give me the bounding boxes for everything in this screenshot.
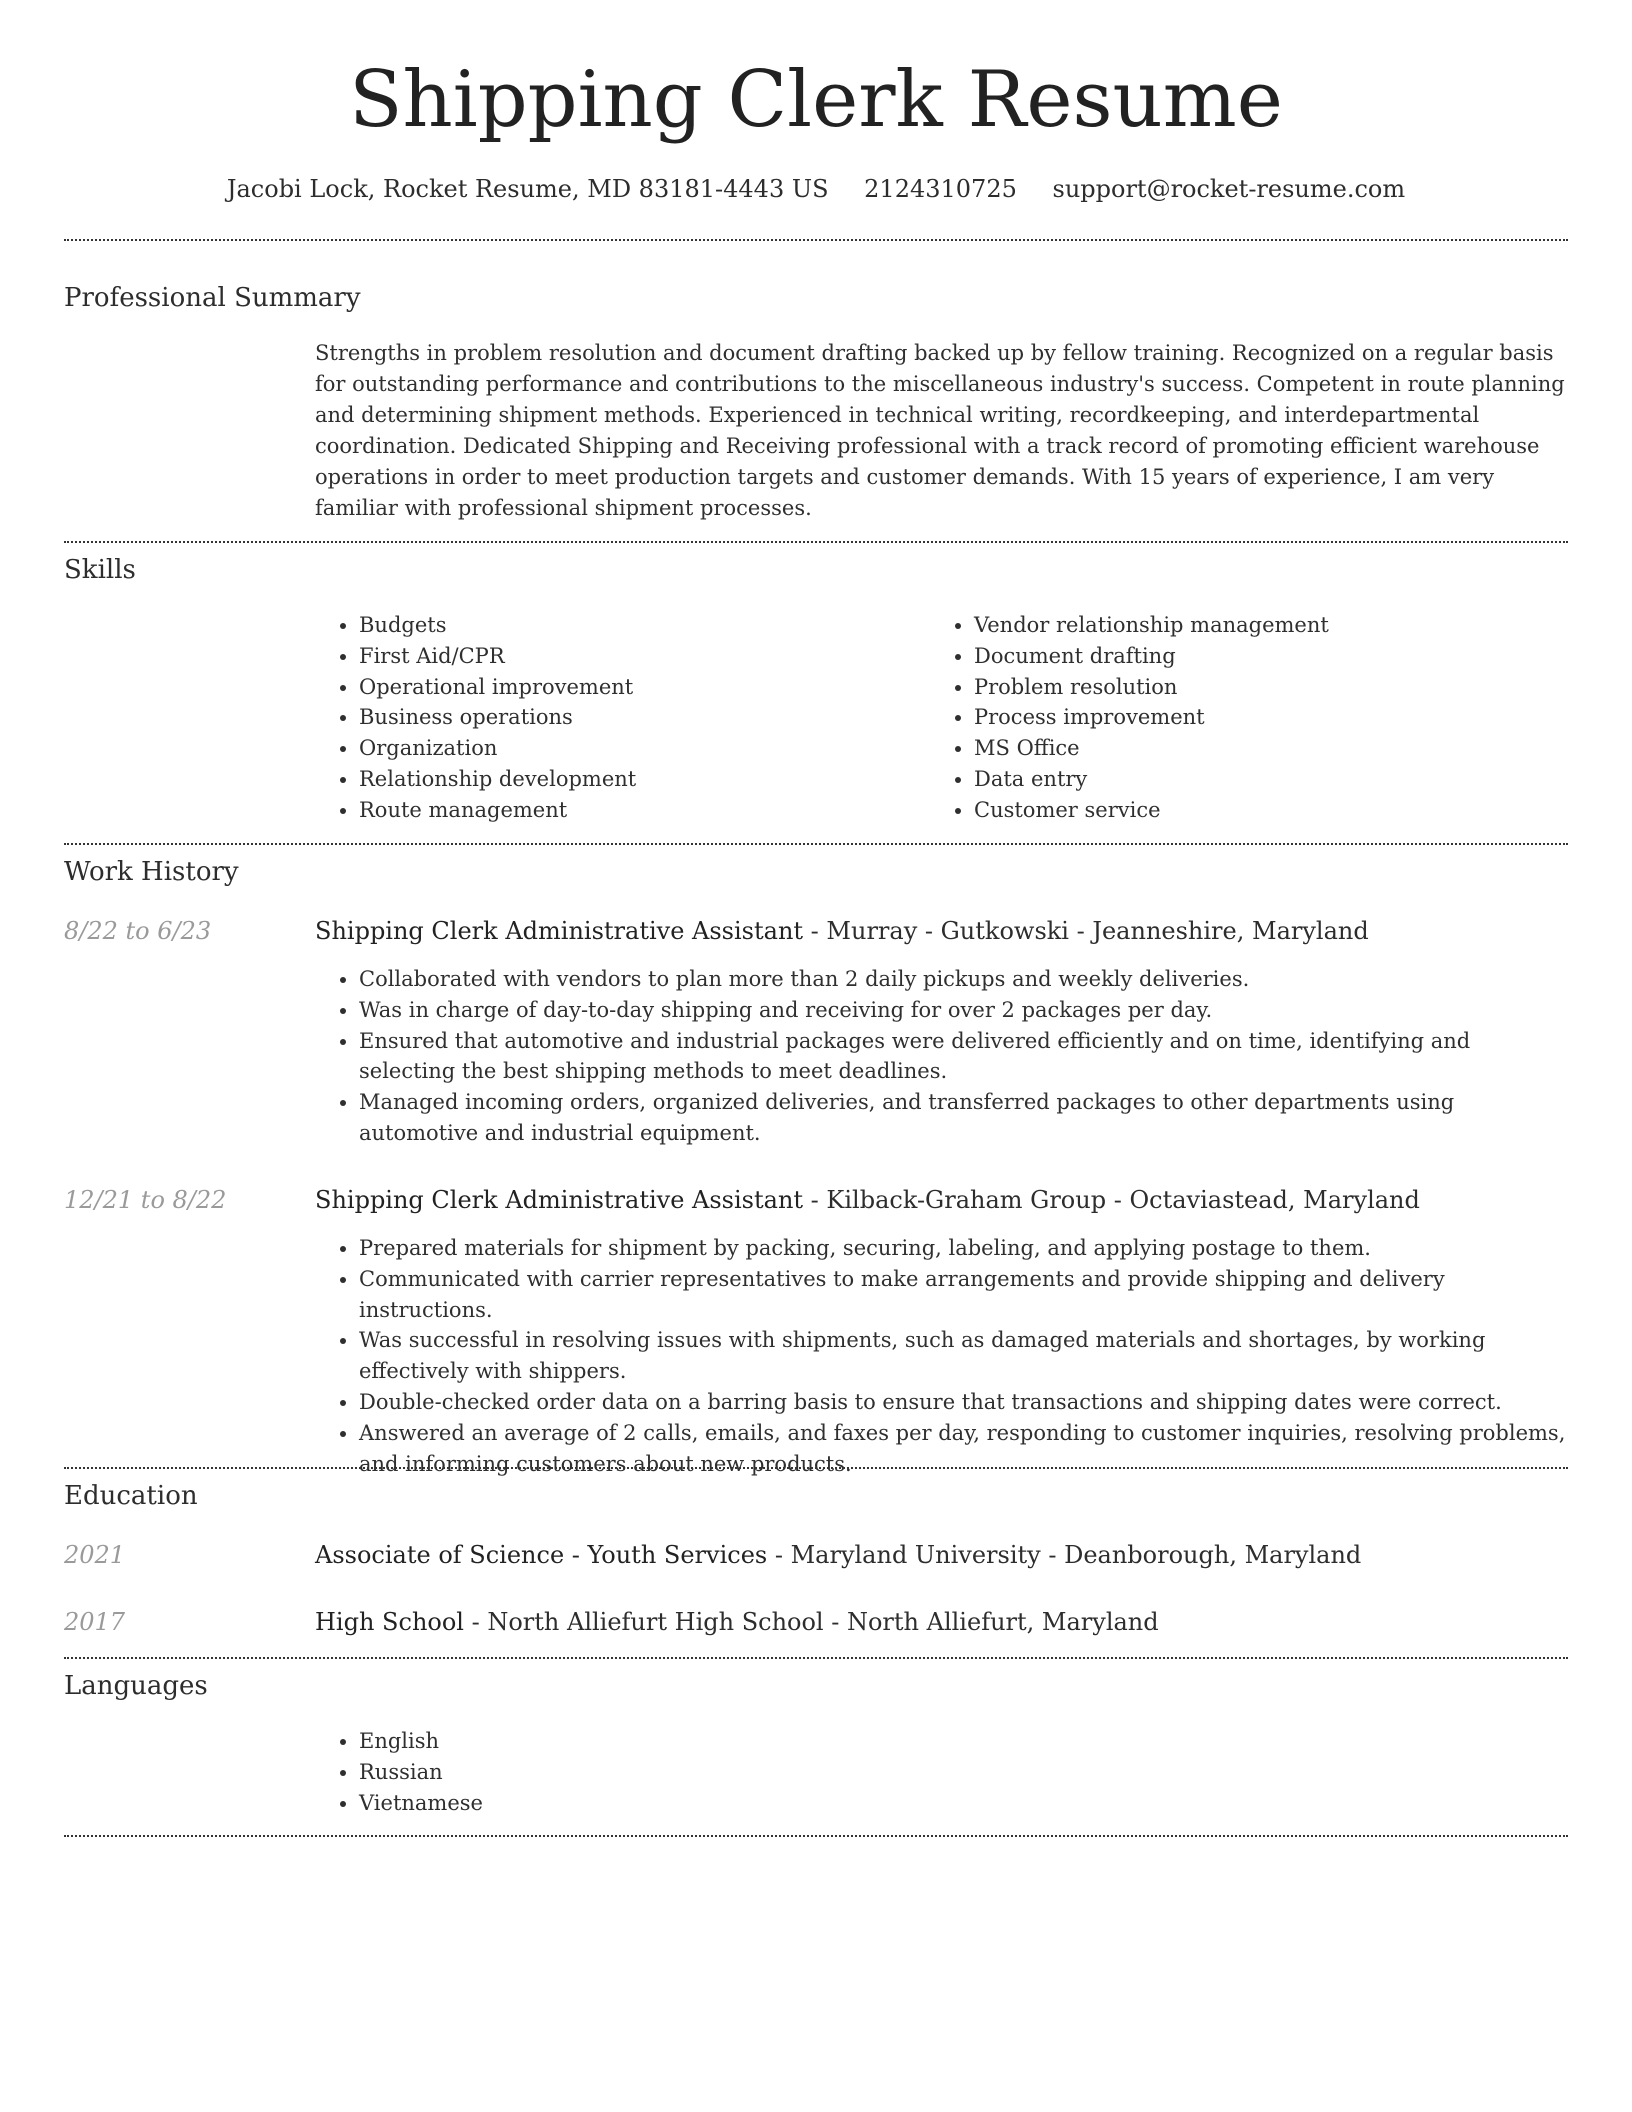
job-bullet: • Ensured that automotive and industrial packages were delivered efficiently and on time, identifying and selecting the best shipping methods to meet deadlines.	[359, 1026, 1568, 1088]
job-bullets	[315, 1233, 1568, 1479]
language-item: • English	[359, 1726, 959, 1757]
job-bullet: • Was successful in resolving issues with shipments, such as damaged materials and shortages, by working effectively with shippers.	[359, 1325, 1568, 1387]
skill-item: • First Aid/CPR	[359, 641, 929, 672]
section-heading-skills: Skills	[64, 555, 136, 585]
job-location: Jeanneshire, Maryland	[1092, 917, 1369, 945]
skill-item: • Document drafting	[974, 641, 1574, 672]
job-bullet: • Was in charge of day-to-day shipping and receiving for over 2 packages per day.	[359, 995, 1568, 1026]
skill-item: • Customer service	[974, 795, 1574, 826]
job-title: Shipping Clerk Administrative Assistant	[315, 1186, 804, 1214]
skill-item: • Process improvement	[974, 702, 1574, 733]
job-bullet: • Prepared materials for shipment by packing, securing, labeling, and applying postage to them.	[359, 1233, 1568, 1264]
skill-item: • Business operations	[359, 702, 929, 733]
job-separator: -	[1106, 1186, 1130, 1214]
divider	[64, 843, 1568, 845]
section-heading-languages: Languages	[64, 1671, 208, 1701]
job-bullet: • Managed incoming orders, organized deliveries, and transferred packages to other departments using automotive and industrial equipment.	[359, 1087, 1568, 1149]
language-item: • Russian	[359, 1757, 959, 1788]
job-heading	[315, 913, 1568, 949]
section-heading-summary: Professional Summary	[64, 283, 361, 313]
divider	[64, 239, 1568, 241]
divider	[64, 1467, 1568, 1469]
job-separator: -	[803, 1186, 827, 1214]
skill-item: • Problem resolution	[974, 672, 1574, 703]
job-separator: -	[1068, 917, 1093, 945]
job-company: Kilback-Graham Group	[826, 1186, 1107, 1214]
job-location: Octaviastead, Maryland	[1129, 1186, 1420, 1214]
divider	[64, 1835, 1568, 1837]
education-entry	[315, 1537, 1568, 1573]
skill-item: • Budgets	[359, 610, 929, 641]
skill-item: • Organization	[359, 733, 929, 764]
skill-item: • MS Office	[974, 733, 1574, 764]
job-title: Shipping Clerk Administrative Assistant	[315, 917, 804, 945]
section-heading-education: Education	[64, 1481, 198, 1511]
education-degree: Associate of Science - Youth Services	[315, 1541, 768, 1569]
job-bullet: • Communicated with carrier representatives to make arrangements and provide shipping and delivery instructions.	[359, 1264, 1568, 1326]
education-degree: High School	[315, 1608, 464, 1636]
contact-line	[64, 168, 1568, 210]
education-details: - Maryland University - Deanborough, Maryland	[767, 1541, 1362, 1569]
education-details: - North Alliefurt High School - North Alliefurt, Maryland	[463, 1608, 1159, 1636]
language-item: • Vietnamese	[359, 1788, 959, 1819]
skills-list-left	[315, 610, 929, 826]
job-dates: 8/22 to 6/23	[64, 917, 212, 945]
job-bullet: • Collaborated with vendors to plan more than 2 daily pickups and weekly deliveries.	[359, 964, 1568, 995]
job-heading	[315, 1182, 1568, 1218]
divider	[64, 541, 1568, 543]
job-separator: -	[803, 917, 827, 945]
resume-title: Shipping Clerk Resume	[349, 55, 1283, 145]
job-bullets	[315, 964, 1568, 1149]
skill-item: • Operational improvement	[359, 672, 929, 703]
contact-phone: 2124310725	[864, 175, 1017, 203]
skills-list-right	[930, 610, 1574, 826]
education-year: 2021	[64, 1541, 126, 1569]
skill-item: • Relationship development	[359, 764, 929, 795]
section-heading-work: Work History	[64, 857, 239, 887]
contact-email: support@rocket-resume.com	[1052, 175, 1406, 203]
job-dates: 12/21 to 8/22	[64, 1186, 227, 1214]
education-entry	[315, 1604, 1568, 1640]
skill-item: • Route management	[359, 795, 929, 826]
job-bullet: • Double-checked order data on a barring basis to ensure that transactions and shipping dates were correct.	[359, 1387, 1568, 1418]
education-year: 2017	[64, 1608, 126, 1636]
skill-item: • Vendor relationship management	[974, 610, 1574, 641]
divider	[64, 1657, 1568, 1659]
skill-item: • Data entry	[974, 764, 1574, 795]
contact-address: Jacobi Lock, Rocket Resume, MD 83181-4443 US	[226, 175, 829, 203]
job-bullet: • Answered an average of 2 calls, emails, and faxes per day, responding to customer inquiries, resolving problems, and informing customers about new products.	[359, 1418, 1568, 1480]
summary-text: Strengths in problem resolution and document drafting backed up by fellow training. Recognized on a regular basis for outstanding performance and contributions to the miscellaneous industry's success. Competent in route planning and determining shipment methods. Experienced in technical writing, recordkeeping, and interdepartmental coordination. Dedicated Shipping and Receiving professional with a track record of promoting efficient warehouse operations in order to meet production targets and customer demands. With 15 years of experience, I am very familiar with professional shipment processes.	[315, 341, 1565, 520]
job-company: Murray - Gutkowski	[826, 917, 1069, 945]
languages-list	[315, 1726, 959, 1818]
